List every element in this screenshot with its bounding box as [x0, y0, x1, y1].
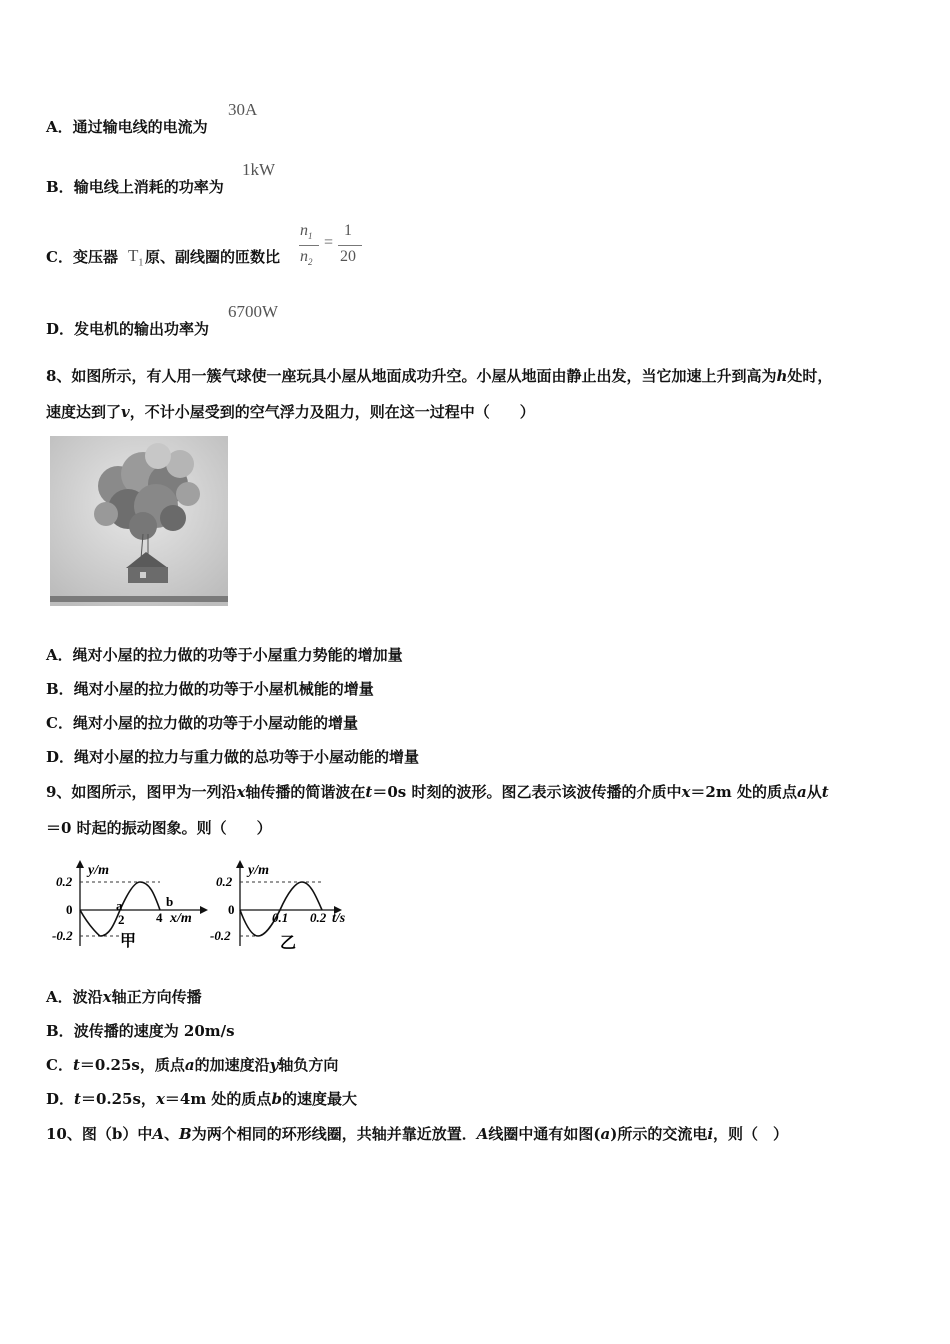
n1-subscript: 1 [308, 231, 313, 242]
option-text: ＝0.25s， [80, 1090, 156, 1108]
var-t: t [821, 783, 829, 801]
var-a: a [184, 1056, 195, 1074]
ground [50, 596, 228, 602]
var-A: A [152, 1125, 165, 1143]
q7-option-b [46, 176, 224, 197]
var-t: t [74, 1090, 81, 1108]
turns-ratio [298, 222, 366, 272]
x-axis-arrow [200, 906, 208, 914]
var-A: A [476, 1125, 489, 1143]
stem-text: 8、如图所示，有人用一簇气球使一座玩具小屋从地面成功升空。小屋从地面由静止出发，当它加速上升到高为 [46, 367, 777, 385]
q9-option-d [46, 1088, 357, 1109]
fraction-numerator: 1 [344, 222, 352, 239]
option-text: 通过输电线的电流为 [72, 118, 208, 136]
n1 [300, 222, 313, 241]
q8-option-b [46, 678, 374, 699]
y-axis-label: y/m [248, 863, 269, 878]
origin-label: 0 [66, 902, 73, 917]
var-x: x [681, 783, 691, 801]
q8-option-d [46, 746, 419, 767]
transformer-symbol [128, 246, 143, 268]
stem-text: 线圈中通有如图( [488, 1125, 601, 1143]
var-t: t [365, 783, 373, 801]
stem-text: ＝0s 时刻的波形。图乙表示该波传播的介质中 [372, 783, 682, 801]
option-label: B． [46, 178, 74, 196]
stem-text: 速度达到了 [46, 403, 122, 421]
t-tick-0.2: 0.2 [310, 910, 327, 925]
fraction-denominator: 20 [340, 248, 356, 265]
option-text: ＝4m 处的质点 [164, 1090, 272, 1108]
option-label: A． [46, 118, 73, 136]
t-axis-label: t/s [332, 911, 346, 926]
var-a: a [796, 783, 807, 801]
option-text: 的速度最大 [281, 1090, 357, 1108]
option-label: C． [46, 714, 73, 732]
q8-stem-line1 [46, 365, 832, 386]
var-B: B [179, 1125, 192, 1143]
stem-text: 为两个相同的环形线圈，共轴并靠近放置． [191, 1125, 477, 1143]
stem-text: 9、如图所示，图甲为一列沿 [46, 783, 237, 801]
var-y: y [269, 1056, 279, 1074]
caption-jia: 甲 [120, 933, 137, 950]
q9-stem-line1 [46, 781, 829, 802]
y-bottom-tick: -0.2 [52, 928, 73, 943]
option-label: A． [46, 646, 73, 664]
q9-option-c [46, 1054, 338, 1075]
y-bottom-tick: -0.2 [210, 928, 231, 943]
option-label: D． [46, 320, 75, 338]
var-x: x [102, 988, 112, 1006]
option-label: B． [46, 1022, 74, 1040]
option-text: 轴正方向传播 [111, 988, 202, 1006]
t-tick-0.1: 0.1 [272, 910, 289, 925]
q9-option-a [46, 986, 202, 1007]
vibration-curve [240, 882, 322, 936]
var-i: i [707, 1125, 714, 1143]
option-text: 绳对小屋的拉力做的功等于小屋动能的增量 [72, 714, 358, 732]
stem-text: ，则（ ） [713, 1125, 789, 1143]
n2-letter: n [300, 248, 308, 265]
q7-a-value: 30A [228, 100, 258, 119]
option-text: 轴负方向 [278, 1056, 339, 1074]
stem-text: 从 [806, 783, 822, 801]
q7-option-c-post: 原、副线圈的匝数比 [145, 248, 281, 266]
option-text: ＝0.25s，质点 [79, 1056, 185, 1074]
option-text: 波沿 [72, 988, 103, 1006]
var-h: h [776, 367, 788, 385]
n1-letter: n [300, 222, 308, 239]
q7-option-d [46, 318, 209, 339]
q7-option-c [46, 246, 118, 267]
option-text: 绳对小屋的拉力与重力做的总功等于小屋动能的增量 [74, 748, 420, 766]
q10-stem [46, 1123, 788, 1144]
fraction-bar [338, 245, 362, 246]
var-x: x [236, 783, 246, 801]
q8-option-a [46, 644, 403, 665]
x-tick-4: 4 [156, 910, 163, 925]
x-tick-2: 2 [118, 912, 125, 927]
option-text: 波传播的速度为 20m/s [73, 1022, 235, 1040]
var-t: t [72, 1056, 80, 1074]
q8-option-c [46, 712, 358, 733]
stem-text: 处时， [787, 367, 833, 385]
t-letter: T [128, 246, 139, 265]
equals-sign: = [324, 234, 334, 251]
option-label: A． [46, 988, 73, 1006]
balloon-house-photo [48, 434, 232, 612]
stem-text: 轴传播的简谐波在 [245, 783, 366, 801]
y-axis-label: y/m [88, 863, 109, 878]
x-axis-label: x/m [170, 911, 192, 926]
q7-d-value: 6700W [228, 302, 279, 321]
option-label: B． [46, 680, 74, 698]
option-text: 变压器 [72, 248, 118, 266]
option-label: C． [46, 248, 73, 266]
q7-b-value: 1kW [242, 160, 276, 179]
point-b-label: b [166, 894, 174, 909]
option-text: 发电机的输出功率为 [74, 320, 210, 338]
caption-yi: 乙 [280, 935, 297, 952]
y-axis-arrow [236, 860, 244, 868]
vibration-graph-yi [208, 856, 368, 956]
option-text: 绳对小屋的拉力做的功等于小屋重力势能的增加量 [72, 646, 403, 664]
var-v: v [121, 403, 130, 421]
stem-text: 、 [164, 1125, 180, 1143]
var-a: a [600, 1125, 611, 1143]
option-label: C． [46, 1056, 73, 1074]
y-top-tick: 0.2 [56, 874, 73, 889]
q7-option-a [46, 116, 208, 137]
var-x: x [155, 1090, 165, 1108]
option-text: 绳对小屋的拉力做的功等于小屋机械能的增量 [73, 680, 374, 698]
fraction-bar [299, 245, 319, 246]
stem-text: ＝2m 处的质点 [690, 783, 797, 801]
option-label: D． [46, 748, 75, 766]
point-a-label: a [116, 898, 123, 913]
var-b: b [271, 1090, 282, 1108]
n2-subscript: 2 [308, 257, 313, 268]
y-top-tick: 0.2 [216, 874, 233, 889]
option-text: 的加速度沿 [194, 1056, 270, 1074]
t-subscript: 1 [138, 257, 144, 269]
y-axis-arrow [76, 860, 84, 868]
n2 [300, 248, 313, 267]
stem-text: ，不计小屋受到的空气浮力及阻力，则在这一过程中（ ） [129, 403, 535, 421]
option-text: 输电线上消耗的功率为 [73, 178, 224, 196]
wave-graph-jia [50, 856, 210, 956]
option-label: D． [46, 1090, 75, 1108]
origin-label: 0 [228, 902, 235, 917]
q9-stem-line2: ＝0 时起的振动图象。则（ ） [46, 819, 272, 837]
stem-text: 10、图（b）中 [46, 1125, 153, 1143]
q9-option-b [46, 1020, 235, 1041]
q8-stem-line2 [46, 401, 535, 422]
stem-text: )所示的交流电 [610, 1125, 708, 1143]
